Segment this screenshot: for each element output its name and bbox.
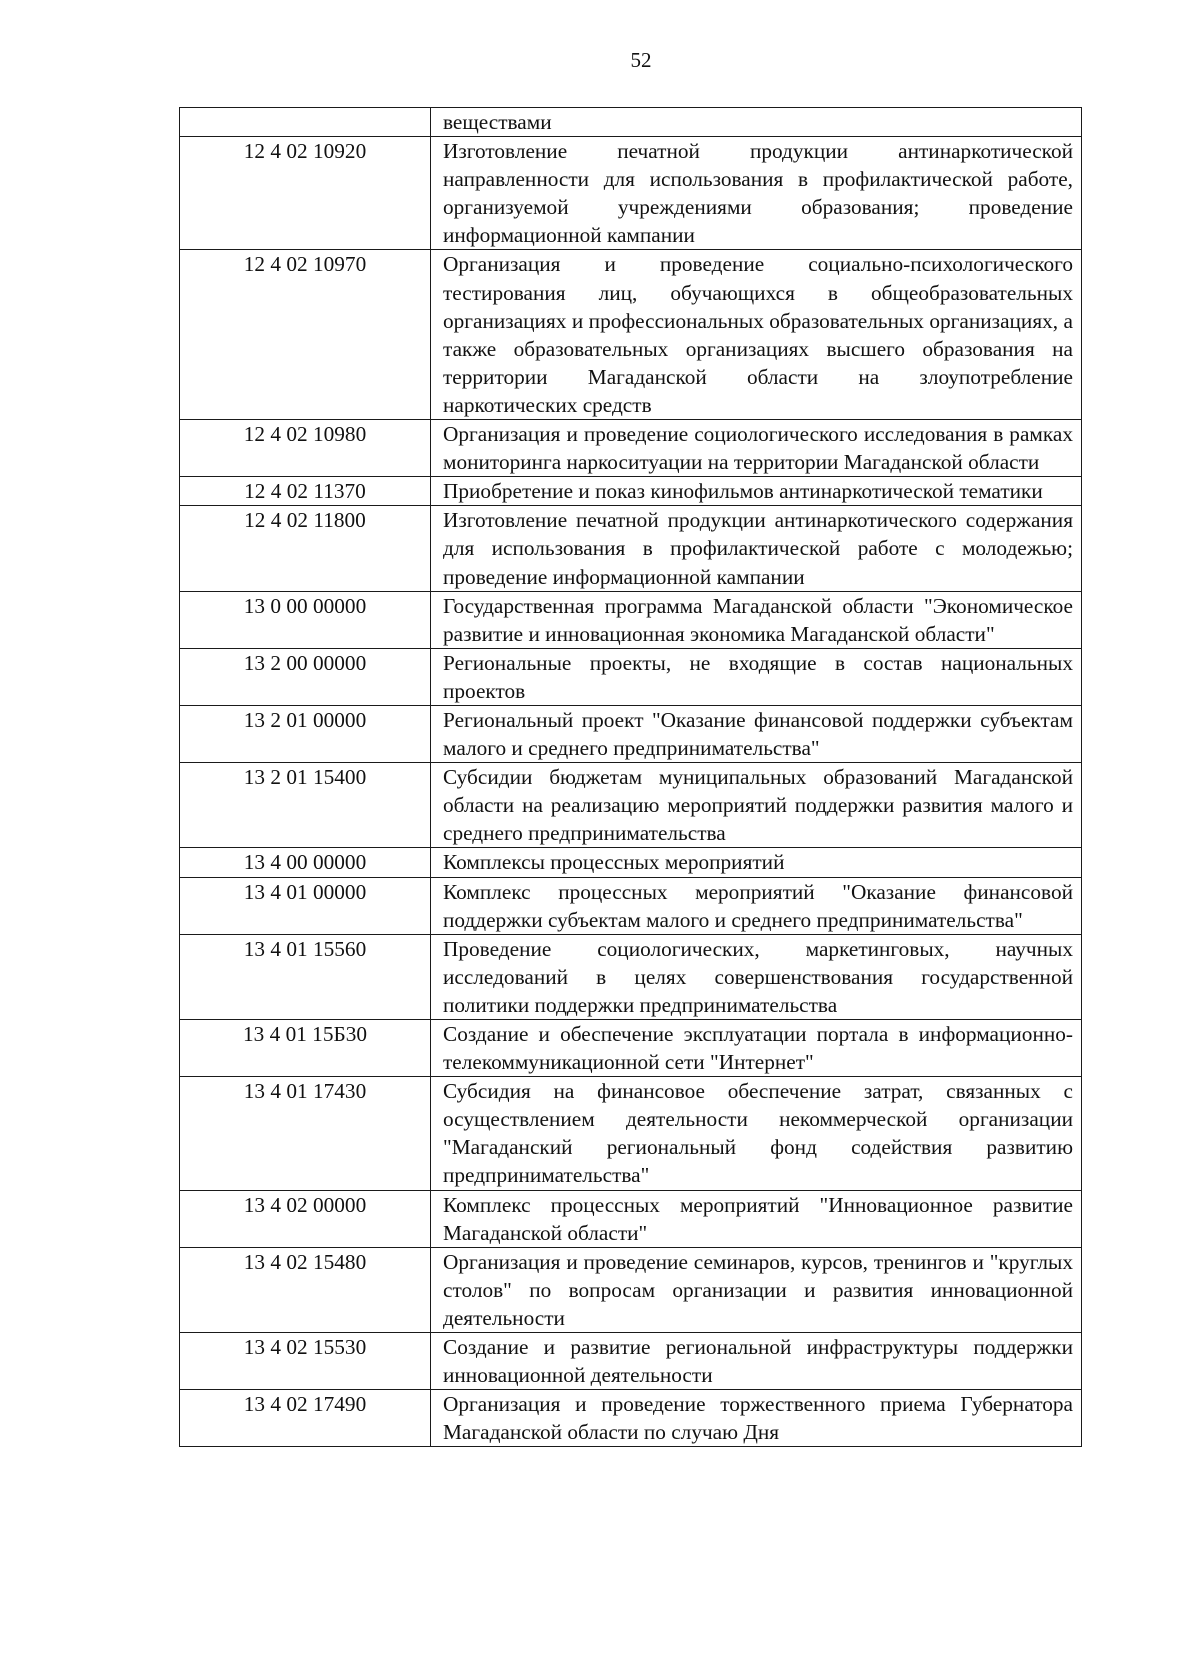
table-row <box>180 648 1082 705</box>
row-description: Создание и обеспечение эксплуатации портала в информационно-телекоммуникационной сети "Интернет" <box>431 1020 1082 1077</box>
row-description: Изготовление печатной продукции антинаркотического содержания для использования в профилактической работе с молодежью; проведение информационной кампании <box>431 506 1082 591</box>
row-code <box>180 108 431 137</box>
table-row <box>180 420 1082 477</box>
row-description: Приобретение и показ кинофильмов антинаркотической тематики <box>431 477 1082 506</box>
row-code: 12 4 02 11370 <box>180 477 431 506</box>
row-code: 12 4 02 10980 <box>180 420 431 477</box>
row-code: 13 4 01 15560 <box>180 934 431 1019</box>
row-description: Организация и проведение торжественного приема Губернатора Магаданской области по случаю Дня <box>431 1390 1082 1447</box>
table-row <box>180 848 1082 877</box>
row-code: 13 4 01 00000 <box>180 877 431 934</box>
table-row <box>180 108 1082 137</box>
row-description: Региональный проект "Оказание финансовой поддержки субъектам малого и среднего предпринимательства" <box>431 705 1082 762</box>
table-row <box>180 1247 1082 1332</box>
table-row <box>180 591 1082 648</box>
row-description: Создание и развитие региональной инфраструктуры поддержки инновационной деятельности <box>431 1333 1082 1390</box>
row-description: Организация и проведение социально-психологического тестирования лиц, обучающихся в общеобразовательных организациях и профессиональных образовательных организациях, а также образовательных организациях высшего образования на территории Магаданской области на злоупотребление наркотических средств <box>431 250 1082 420</box>
row-code: 12 4 02 11800 <box>180 506 431 591</box>
table-row <box>180 1190 1082 1247</box>
table-row <box>180 1020 1082 1077</box>
table-row <box>180 763 1082 848</box>
row-description: Организация и проведение социологического исследования в рамках мониторинга наркоситуации на территории Магаданской области <box>431 420 1082 477</box>
table-row <box>180 1333 1082 1390</box>
row-code: 12 4 02 10970 <box>180 250 431 420</box>
table-row <box>180 934 1082 1019</box>
row-code: 13 4 01 15Б30 <box>180 1020 431 1077</box>
table-row <box>180 877 1082 934</box>
row-description: Комплекс процессных мероприятий "Инновационное развитие Магаданской области" <box>431 1190 1082 1247</box>
row-description: Изготовление печатной продукции антинаркотической направленности для использования в профилактической работе, организуемой учреждениями образования; проведение информационной кампании <box>431 137 1082 250</box>
row-code: 13 2 00 00000 <box>180 648 431 705</box>
row-code: 13 4 01 17430 <box>180 1077 431 1190</box>
row-code: 13 4 02 15530 <box>180 1333 431 1390</box>
page-number: 52 <box>630 48 652 72</box>
row-code: 13 2 01 15400 <box>180 763 431 848</box>
row-code: 13 0 00 00000 <box>180 591 431 648</box>
row-description: Государственная программа Магаданской области "Экономическое развитие и инновационная экономика Магаданской области" <box>431 591 1082 648</box>
row-description: Комплексы процессных мероприятий <box>431 848 1082 877</box>
row-code: 13 2 01 00000 <box>180 705 431 762</box>
table-row <box>180 250 1082 420</box>
classification-table <box>179 107 1082 1447</box>
row-code: 13 4 00 00000 <box>180 848 431 877</box>
row-description: Организация и проведение семинаров, курсов, тренингов и "круглых столов" по вопросам организации и развития инновационной деятельности <box>431 1247 1082 1332</box>
row-code: 13 4 02 15480 <box>180 1247 431 1332</box>
row-description: Субсидии бюджетам муниципальных образований Магаданской области на реализацию мероприятий поддержки развития малого и среднего предпринимательства <box>431 763 1082 848</box>
row-code: 13 4 02 00000 <box>180 1190 431 1247</box>
row-code: 12 4 02 10920 <box>180 137 431 250</box>
table-row <box>180 137 1082 250</box>
row-description: Субсидия на финансовое обеспечение затрат, связанных с осуществлением деятельности некоммерческой организации "Магаданский региональный фонд содействия развитию предпринимательства" <box>431 1077 1082 1190</box>
row-description: веществами <box>431 108 1082 137</box>
table-row <box>180 705 1082 762</box>
table-row <box>180 1390 1082 1447</box>
row-description: Проведение социологических, маркетинговых, научных исследований в целях совершенствования государственной политики поддержки предпринимательства <box>431 934 1082 1019</box>
table-body <box>180 108 1082 1447</box>
row-code: 13 4 02 17490 <box>180 1390 431 1447</box>
table-row <box>180 477 1082 506</box>
table-row <box>180 1077 1082 1190</box>
row-description: Региональные проекты, не входящие в состав национальных проектов <box>431 648 1082 705</box>
table-row <box>180 506 1082 591</box>
row-description: Комплекс процессных мероприятий "Оказание финансовой поддержки субъектам малого и среднего предпринимательства" <box>431 877 1082 934</box>
